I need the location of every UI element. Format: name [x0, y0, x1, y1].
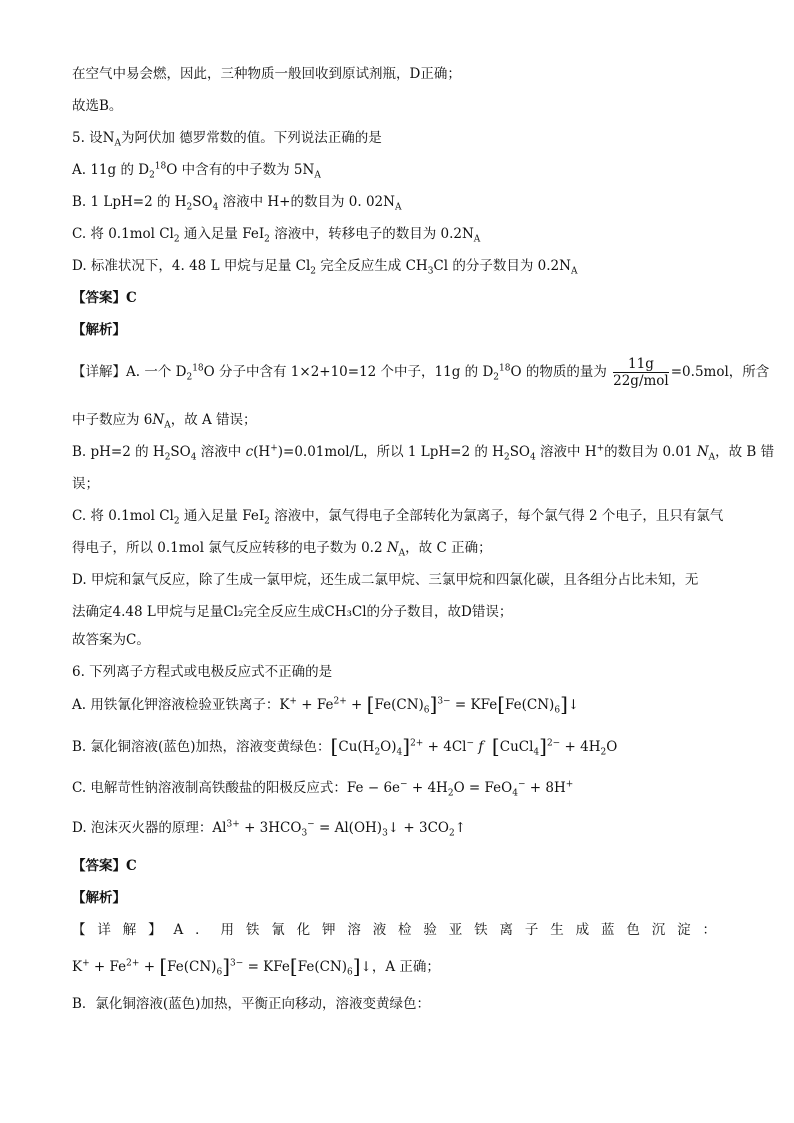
- detail-b: B．氯化铜溶液(蓝色)加热，平衡正向移动，溶液变黄绿色：: [72, 996, 430, 1012]
- answer-label: 【答案】C: [72, 290, 137, 306]
- detail-a-equation: $K^+ + Fe^{2+} + [Fe(CN)_6]^{3-}$ = $KFe[Fe(CN)_6]↓$，A 正确；: [72, 954, 440, 978]
- option-b: B. 氯化铜溶液(蓝色)加热，溶液变黄绿色：$[Cu(H_2O)_4]^{2+} + 4Cl^-$ f [CuCl$_4$]$^{2-}$ + $4H_2O$: [72, 734, 618, 758]
- option-b: B. 1 LpH=2 的 $H_2SO_4$ 溶液中 H+的数目为 0. $02N_A$: [72, 194, 402, 213]
- detail-c: C. 将 0.1mol $Cl_2$ 通入足量 FeI$_2$ 溶液中，氯气得电子全部转化为氯离子，每个氯气得 2 个电子，且只有氯气: [72, 508, 724, 527]
- question-6-stem: 6. 下列离子方程式或电极反应式不正确的是: [72, 664, 333, 680]
- detail-b: B. pH=2 的 $H_2SO_4$ 溶液中 c(H+)=0.01mol/L，所以 1 LpH=2 的 $H_2SO_4$ 溶液中 H+的数目为 0.01 $N_A$，故 B 错: [72, 443, 775, 463]
- option-a: A. 用铁氰化钾溶液检验亚铁离子：$K^+ + Fe^{2+} + [Fe(CN)_6]^{3-}$ = $KFe[Fe(CN)_6]↓$: [72, 692, 580, 716]
- detail-d-cont: 法确定4.48 L甲烷与足量Cl₂完全反应生成CH₃Cl的分子数目，故D错误；: [72, 604, 513, 620]
- option-c: C. 电解苛性钠溶液制高铁酸盐的阳极反应式：$Fe - 6e^- + 4H_2O = FeO_4^- + 8H^+$: [72, 779, 574, 799]
- detail-d: D. 甲烷和氯气反应，除了生成一氯甲烷，还生成二氯甲烷、三氯甲烷和四氯化碳，且各组分占比未知，无: [72, 572, 699, 588]
- option-d: D. 标准状况下，4. 48 L 甲烷与足量 $Cl_2$ 完全反应生成 $CH_3Cl$ 的分子数目为 $0.2N_A$: [72, 258, 578, 277]
- option-d: D. 泡沫灭火器的原理：$Al^{3+} + 3HCO_3^-$ = $Al(OH)_3↓$ + $3CO_2↑$: [72, 819, 467, 839]
- detail-a-cont: 中子数应为 $6N_A$，故 A 错误；: [72, 412, 257, 431]
- option-c: C. 将 0.1mol $Cl_2$ 通入足量 FeI$_2$ 溶液中，转移电子的数目为 $0.2N_A$: [72, 226, 481, 245]
- final-answer: 故答案为C。: [72, 632, 150, 648]
- detail-a: 【详解】A．用铁氰化钾溶液检验亚铁离子生成蓝色沉淀：: [72, 922, 722, 938]
- analysis-label: 【解析】: [72, 322, 126, 338]
- option-a: A. 11g 的 $D_2^{18}O$ 中含有的中子数为 $5N_A$: [72, 161, 321, 181]
- question-5-stem: 5. 设$N_A$为阿伏加 德罗常数的值。下列说法正确的是: [72, 130, 382, 149]
- text-line: 在空气中易会燃，因此，三种物质一般回收到原试剂瓶，D正确；: [72, 66, 461, 82]
- detail-b-cont: 误；: [72, 476, 99, 492]
- detail-a: 【详解】A. 一个 $D_2^{18}O$ 分子中含有 1×2+10=12 个中子，11g 的 $D_2^{18}O$ 的物质的量为 $\frac{11g}{\text{22g/mol}}$ =0.5mol，所含: [72, 356, 770, 389]
- text-line: 故选B。: [72, 98, 123, 114]
- analysis-label: 【解析】: [72, 890, 126, 906]
- detail-c-cont: 得电子，所以 0.1mol 氯气反应转移的电子数为 0.2 $N_A$，故 C 正确；: [72, 540, 492, 559]
- answer-label: 【答案】C: [72, 858, 137, 874]
